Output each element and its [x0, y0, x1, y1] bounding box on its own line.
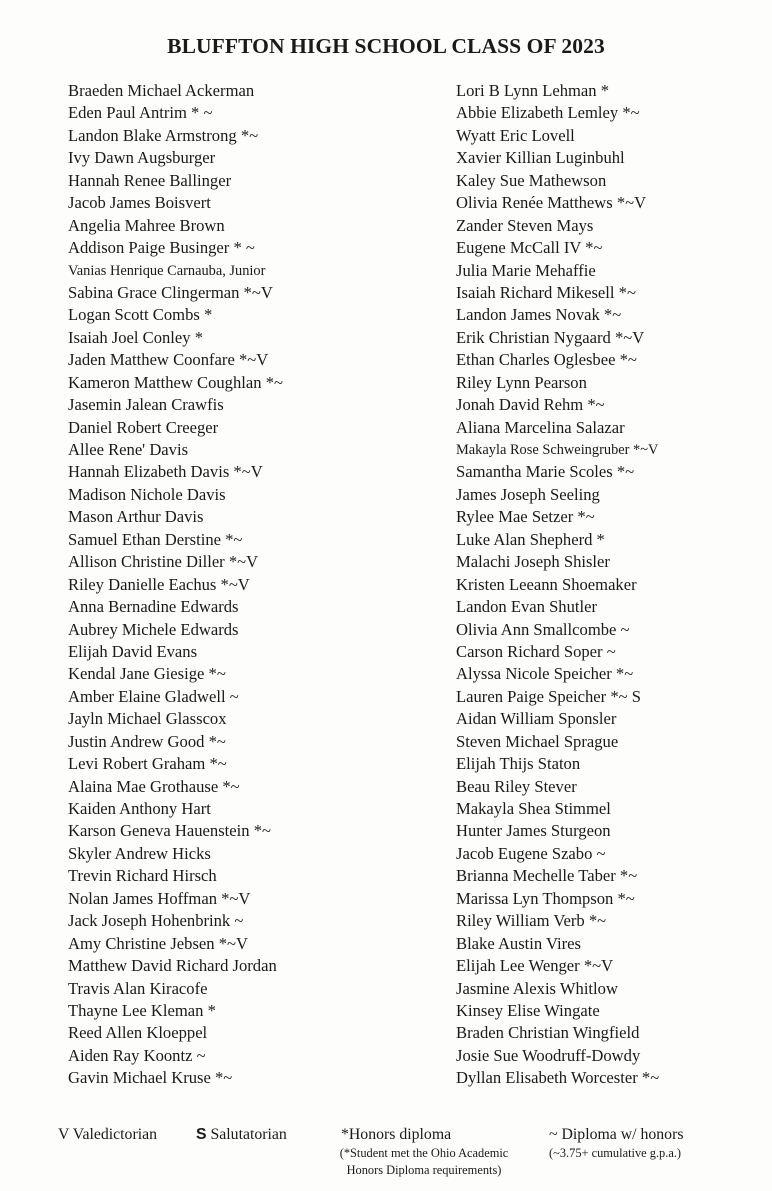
graduate-name: Braden Christian Wingfield — [456, 1023, 640, 1043]
honors-note-line-1: (*Student met the Ohio Academic — [339, 1146, 509, 1160]
graduate-name: Hannah Renee Ballinger — [68, 170, 232, 190]
graduate-name: Riley Danielle Eachus *~V — [68, 574, 250, 594]
graduate-name: Matthew David Richard Jordan — [68, 956, 277, 976]
graduate-name: Amber Elaine Gladwell ~ — [68, 686, 239, 706]
graduate-name: Julia Marie Mehaffie — [456, 260, 596, 280]
legend-salutatorian — [196, 1126, 287, 1144]
graduate-name: Daniel Robert Creeger — [68, 417, 219, 437]
graduate-name: Hunter James Sturgeon — [456, 821, 611, 841]
graduate-name: Gavin Michael Kruse *~ — [68, 1068, 233, 1088]
graduate-name: Samuel Ethan Derstine *~ — [68, 529, 243, 549]
graduate-name: Zander Steven Mays — [456, 215, 594, 235]
graduate-name: Kristen Leeann Shoemaker — [456, 574, 637, 594]
graduate-name: Isaiah Richard Mikesell *~ — [456, 282, 636, 302]
graduate-name: Levi Robert Graham *~ — [68, 754, 227, 774]
graduate-name: Blake Austin Vires — [456, 933, 581, 953]
graduate-name: Ethan Charles Oglesbee *~ — [456, 350, 637, 370]
graduate-name: Addison Paige Businger * ~ — [68, 238, 255, 258]
graduate-name: Makayla Shea Stimmel — [456, 799, 611, 818]
legend-honors: *Honors diploma — [341, 1126, 452, 1143]
legend-valedictorian: V Valedictorian — [58, 1126, 158, 1143]
graduate-name: Landon James Novak *~ — [456, 305, 622, 325]
graduate-name: Skyler Andrew Hicks — [68, 843, 211, 863]
graduate-name: Justin Andrew Good *~ — [68, 731, 226, 751]
graduate-name: Allee Rene' Davis — [68, 440, 189, 459]
graduate-name: Xavier Killian Luginbuhl — [456, 148, 625, 168]
graduate-name: Kaley Sue Mathewson — [456, 170, 607, 190]
graduate-name: Aidan William Sponsler — [456, 709, 617, 729]
salutatorian-label: Salutatorian — [210, 1126, 287, 1143]
graduate-name: Jasmine Alexis Whitlow — [456, 978, 618, 998]
graduate-name: Nolan James Hoffman *~V — [68, 888, 251, 908]
graduate-name: Kaiden Anthony Hart — [68, 799, 211, 818]
graduate-name: Isaiah Joel Conley * — [68, 327, 204, 347]
graduate-name: Jaden Matthew Coonfare *~V — [68, 350, 269, 370]
graduate-name: Riley Lynn Pearson — [456, 372, 587, 392]
graduate-name: Kinsey Elise Wingate — [456, 1000, 600, 1020]
graduate-name: Kendal Jane Giesige *~ — [68, 664, 226, 684]
graduate-name: Trevin Richard Hirsch — [68, 866, 217, 886]
graduate-name: Karson Geneva Hauenstein *~ — [68, 821, 271, 841]
honors-note-line-2: Honors Diploma requirements) — [346, 1163, 502, 1177]
graduate-name: Carson Richard Soper ~ — [456, 641, 616, 661]
graduate-name: Lori B Lynn Lehman * — [456, 81, 610, 100]
graduate-name: Samantha Marie Scoles *~ — [456, 462, 635, 482]
graduate-name: Lauren Paige Speicher *~ S — [456, 686, 642, 706]
graduate-name: Ivy Dawn Augsburger — [68, 148, 216, 168]
graduate-name: Vanias Henrique Carnauba, Junior — [68, 262, 266, 279]
graduate-name: Angelia Mahree Brown — [68, 215, 225, 235]
graduate-name: Olivia Renée Matthews *~V — [456, 193, 647, 213]
graduate-name: Marissa Lyn Thompson *~ — [456, 888, 635, 908]
graduate-name: Elijah David Evans — [68, 641, 198, 661]
graduate-list-right — [456, 80, 659, 1090]
legend-diploma-honors-note: (~3.75+ cumulative g.p.a.) — [549, 1146, 682, 1160]
graduate-name: Elijah Thijs Staton — [456, 754, 581, 774]
graduate-name: Luke Alan Shepherd * — [456, 529, 605, 549]
graduate-name: Rylee Mae Setzer *~ — [456, 507, 595, 527]
salutatorian-symbol: S — [196, 1126, 207, 1143]
graduate-name: Alyssa Nicole Speicher *~ — [456, 664, 634, 684]
graduate-name: Aliana Marcelina Salazar — [456, 417, 625, 437]
graduate-name: Olivia Ann Smallcombe ~ — [456, 619, 630, 639]
graduate-name: Amy Christine Jebsen *~V — [68, 933, 248, 953]
graduate-name: Jack Joseph Hohenbrink ~ — [68, 911, 244, 931]
graduate-name: Josie Sue Woodruff-Dowdy — [456, 1045, 641, 1065]
graduate-name: Hannah Elizabeth Davis *~V — [68, 462, 263, 482]
graduate-name: Beau Riley Stever — [456, 776, 577, 796]
graduate-name: Aubrey Michele Edwards — [68, 619, 239, 639]
graduate-name: Jacob James Boisvert — [68, 193, 211, 213]
graduate-name: Alaina Mae Grothause *~ — [68, 776, 240, 796]
graduate-name: Kameron Matthew Coughlan *~ — [68, 372, 283, 392]
legend-honors-note — [308, 1145, 540, 1179]
page-title: BLUFFTON HIGH SCHOOL CLASS OF 2023 — [167, 34, 605, 58]
graduate-name: Steven Michael Sprague — [456, 731, 619, 751]
graduate-name: Wyatt Eric Lovell — [456, 125, 575, 145]
graduate-name: James Joseph Seeling — [456, 484, 600, 504]
graduate-name: Dyllan Elisabeth Worcester *~ — [456, 1068, 660, 1088]
graduate-name: Jasemin Jalean Crawfis — [68, 395, 224, 415]
graduate-name: Anna Bernadine Edwards — [68, 597, 239, 617]
graduate-name: Erik Christian Nygaard *~V — [456, 327, 645, 347]
graduate-name: Reed Allen Kloeppel — [68, 1023, 208, 1043]
graduate-name: Jayln Michael Glasscox — [68, 709, 227, 729]
graduate-name: Malachi Joseph Shisler — [456, 552, 610, 572]
graduate-name: Braeden Michael Ackerman — [68, 81, 255, 100]
graduate-name: Brianna Mechelle Taber *~ — [456, 866, 638, 886]
graduate-name: Madison Nichole Davis — [68, 484, 226, 504]
graduate-name: Logan Scott Combs * — [68, 305, 213, 325]
graduate-name: Allison Christine Diller *~V — [68, 552, 259, 572]
graduate-name: Jacob Eugene Szabo ~ — [456, 843, 606, 863]
graduate-name: Eugene McCall IV *~ — [456, 238, 603, 258]
graduate-name: Sabina Grace Clingerman *~V — [68, 282, 273, 302]
graduate-name: Travis Alan Kiracofe — [68, 978, 208, 998]
graduate-name: Abbie Elizabeth Lemley *~ — [456, 103, 640, 123]
graduate-name: Aiden Ray Koontz ~ — [68, 1045, 206, 1065]
graduate-name: Elijah Lee Wenger *~V — [456, 956, 614, 976]
graduate-name: Riley William Verb *~ — [456, 911, 607, 931]
graduate-name: Makayla Rose Schweingruber *~V — [456, 442, 659, 458]
graduate-name: Landon Blake Armstrong *~ — [68, 125, 259, 145]
graduate-list-left — [68, 80, 283, 1090]
graduate-name: Mason Arthur Davis — [68, 507, 204, 527]
graduate-name: Eden Paul Antrim * ~ — [68, 103, 213, 123]
legend-diploma-honors: ~ Diploma w/ honors — [549, 1126, 684, 1143]
graduate-name: Thayne Lee Kleman * — [68, 1000, 216, 1020]
graduate-name: Landon Evan Shutler — [456, 597, 598, 617]
graduate-name: Jonah David Rehm *~ — [456, 395, 605, 415]
